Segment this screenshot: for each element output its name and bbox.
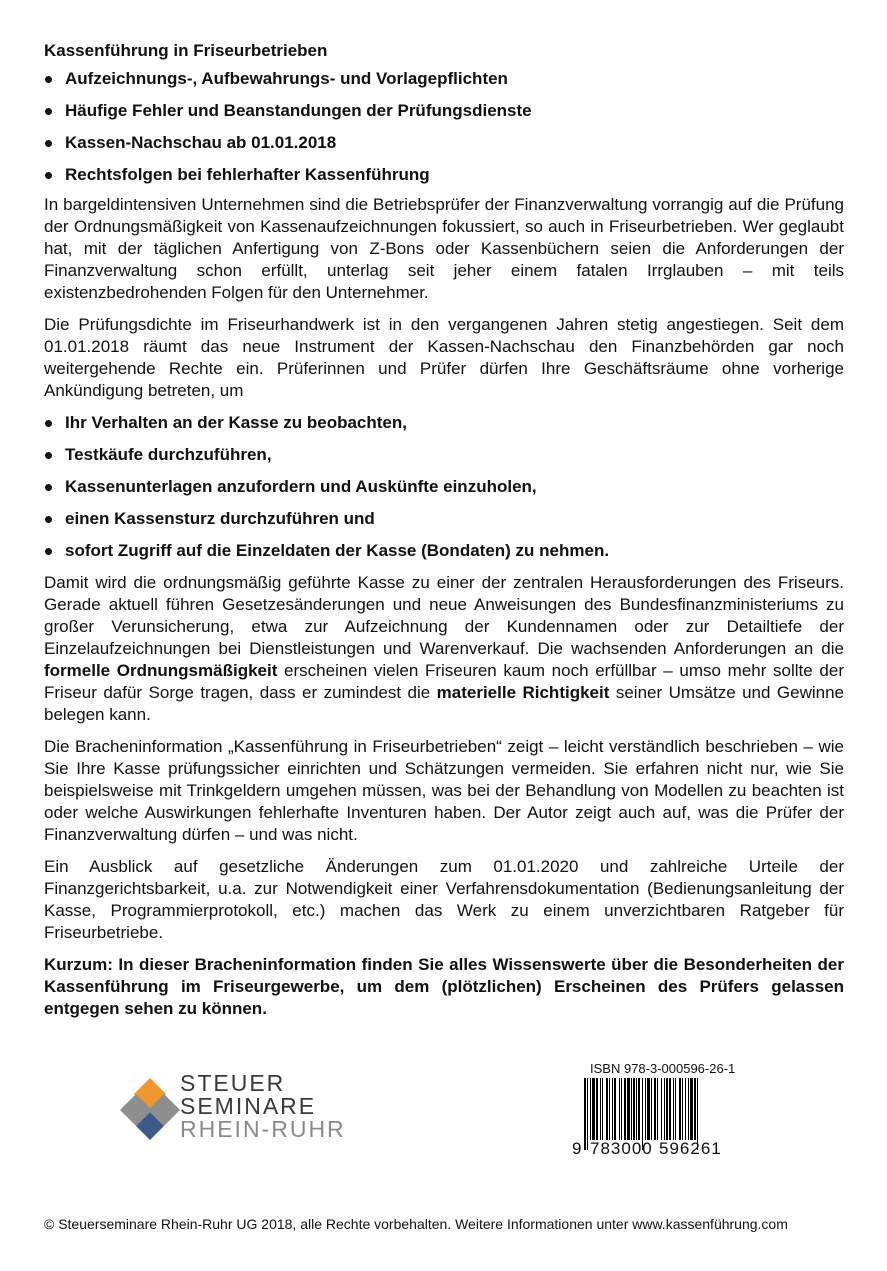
feature-list xyxy=(44,68,844,186)
challenge-paragraph: Damit wird die ordnungsmäßig geführte Kasse zu einer der zentralen Herausforderungen des Friseurs. Gerade aktuell führen Gesetzesänderungen und neue Anweisungen des Bundesfinanzministeriums zu großer Verunsicherung, etwa zur Aufzeichnung der Kundennamen oder zur Detailtiefe der Einzelaufzeichnungen bei Dienstleistungen und Warenverkauf. Die wachsenden Anforderungen an die formelle Ordnungsmäßigkeit erscheinen vielen Friseuren kaum noch erfüllbar – umso mehr sollte der Friseur dafür Sorge tragen, dass er zumindest die materielle Richtigkeit seiner Umsätze und Gewinne belegen kann. xyxy=(44,573,844,724)
barcode-bar xyxy=(590,1078,591,1140)
barcode-bar xyxy=(682,1078,683,1140)
barcode-digits-left: 783000 xyxy=(590,1139,653,1158)
barcode-bar xyxy=(673,1078,674,1140)
barcode-bar xyxy=(654,1078,656,1140)
list-item: Testkäufe durchzuführen, xyxy=(44,444,844,466)
barcode-bar xyxy=(609,1078,610,1140)
barcode-bar xyxy=(636,1078,637,1140)
bullet-icon xyxy=(45,548,52,555)
bullet-icon xyxy=(45,140,52,147)
barcode-bar xyxy=(614,1078,616,1140)
barcode-bar xyxy=(694,1078,696,1140)
barcode-bar xyxy=(606,1078,608,1140)
bullet-icon xyxy=(45,172,52,179)
back-cover-text xyxy=(44,40,844,1020)
barcode-bar xyxy=(669,1078,671,1140)
bullet-icon xyxy=(45,76,52,83)
barcode-bar xyxy=(690,1078,693,1140)
list-item: Kassen-Nachschau ab 01.01.2018 xyxy=(44,132,844,154)
list-item: Häufige Fehler und Beanstandungen der Prüfungsdienste xyxy=(44,100,844,122)
list-item: einen Kassensturz durchzuführen und xyxy=(44,508,844,530)
bullet-icon xyxy=(45,108,52,115)
emphasis-formal: formelle Ordnungsmäßigkeit xyxy=(44,661,278,680)
barcode-digits-right: 596261 xyxy=(659,1139,722,1158)
bullet-icon xyxy=(45,452,52,459)
barcode-bar xyxy=(685,1078,686,1140)
book-title: Kassenführung in Friseurbetrieben xyxy=(44,41,328,60)
barcode-bar xyxy=(688,1078,689,1140)
list-item: Aufzeichnungs-, Aufbewahrungs- und Vorlagepflichten xyxy=(44,68,844,90)
barcode-bar xyxy=(587,1078,588,1150)
barcode-bar xyxy=(679,1078,681,1140)
list-item: Kassenunterlagen anzufordern und Auskünfte einzuholen, xyxy=(44,476,844,498)
barcode-bar xyxy=(657,1078,658,1140)
barcode-bar xyxy=(584,1078,586,1150)
copyright-footer: © Steuerseminare Rhein-Ruhr UG 2018, alle Rechte vorbehalten. Weitere Informationen unter www.kassenführung.com xyxy=(44,1216,788,1232)
barcode-bar xyxy=(627,1078,630,1140)
barcode-bar xyxy=(619,1078,620,1140)
isbn-label: ISBN 978-3-000596-26-1 xyxy=(590,1061,736,1076)
publisher-logo xyxy=(118,1066,378,1146)
barcode-bar xyxy=(624,1078,626,1140)
list-item: Rechtsfolgen bei fehlerhafter Kassenführung xyxy=(44,164,844,186)
barcode-bar xyxy=(612,1078,613,1140)
barcode-bar xyxy=(651,1078,652,1140)
intro-paragraph: In bargeldintensiven Unternehmen sind die Betriebsprüfer der Finanzverwaltung vorrangig auf die Prüfung der Ordnungsmäßigkeit von Kassenaufzeichnungen fokussiert, so auch in Friseurbetrieben. Wer geglaubt hat, mit der täglichen Anfertigung von Z-Bons oder Kassenbüchern seien die Anforderungen der Finanzverwaltung schon erfüllt, unterlag seit jeher einem fatalen Irrglauben – mit teils existenzbedrohenden Folgen für den Unternehmer. xyxy=(44,195,844,302)
barcode-bar xyxy=(596,1078,598,1140)
barcode-bar xyxy=(675,1078,676,1140)
barcode-bar xyxy=(602,1078,603,1140)
bullet-icon xyxy=(45,516,52,523)
barcode-bar xyxy=(592,1078,595,1140)
barcode-bar xyxy=(621,1078,622,1140)
bullet-icon xyxy=(45,484,52,491)
logo-diamond-icon xyxy=(118,1076,182,1140)
outlook-paragraph: Ein Ausblick auf gesetzliche Änderungen zum 01.01.2020 und zahlreiche Urteile der Finanzgerichtsbarkeit, u.a. zur Notwendigkeit einer Verfahrensdokumentation (Bedienungsanleitung der Kasse, Programmierprotokoll, etc.) machen das Werk zu einem unverzichtbaren Ratgeber für Friseurbetriebe. xyxy=(44,857,844,942)
barcode-bar xyxy=(600,1078,601,1140)
conclusion-paragraph: Kurzum: In dieser Bracheninformation finden Sie alles Wissenswerte über die Besonderheiten der Kassenführung im Friseurgewerbe, um dem (plötzlichen) Erscheinen des Prüfers gelassen entgegen sehen zu können. xyxy=(44,955,844,1018)
barcode-bar xyxy=(664,1078,665,1140)
barcode-bar xyxy=(666,1078,668,1140)
logo-line-3: RHEIN-RUHR xyxy=(180,1116,346,1142)
barcode-digit-first: 9 xyxy=(572,1139,583,1158)
barcode-bar xyxy=(633,1078,635,1140)
barcode-bar xyxy=(645,1078,646,1140)
inspection-rights-list xyxy=(44,412,844,562)
logo-line-2: SEMINARE xyxy=(180,1093,317,1119)
list-item: Ihr Verhalten an der Kasse zu beobachten, xyxy=(44,412,844,434)
logo-line-1: STEUER xyxy=(180,1070,286,1096)
list-item: sofort Zugriff auf die Einzeldaten der Kasse (Bondaten) zu nehmen. xyxy=(44,540,844,562)
barcode-bar xyxy=(631,1078,632,1140)
content-paragraph: Die Bracheninformation „Kassenführung in Friseurbetrieben“ zeigt – leicht verständlich beschrieben – wie Sie Ihre Kasse prüfungssicher einrichten und Schätzungen vermeiden. Sie erfahren nicht nur, wie Sie beispielsweise mit Trinkgeldern umgehen müssen, was bei der Behandlung von Modellen zu beachten ist oder welche Auswirkungen fehlerhafte Inventuren haben. Der Autor zeigt auch auf, was die Prüfer der Finanzverwaltung dürfen – und was nicht. xyxy=(44,737,844,844)
inspection-paragraph: Die Prüfungsdichte im Friseurhandwerk ist in den vergangenen Jahren stetig angestiegen. Seit dem 01.01.2018 räumt das neue Instrument der Kassen-Nachschau den Finanzbehörden gar noch weitergehende Rechte ein. Prüferinnen und Prüfer dürfen Ihre Geschäftsräume ohne vorherige Ankündigung betreten, um xyxy=(44,315,844,400)
barcode-bar xyxy=(647,1078,650,1140)
barcode-bar xyxy=(661,1078,662,1140)
barcode-bar xyxy=(638,1078,640,1140)
bullet-icon xyxy=(45,420,52,427)
emphasis-material: materielle Richtigkeit xyxy=(436,683,610,702)
